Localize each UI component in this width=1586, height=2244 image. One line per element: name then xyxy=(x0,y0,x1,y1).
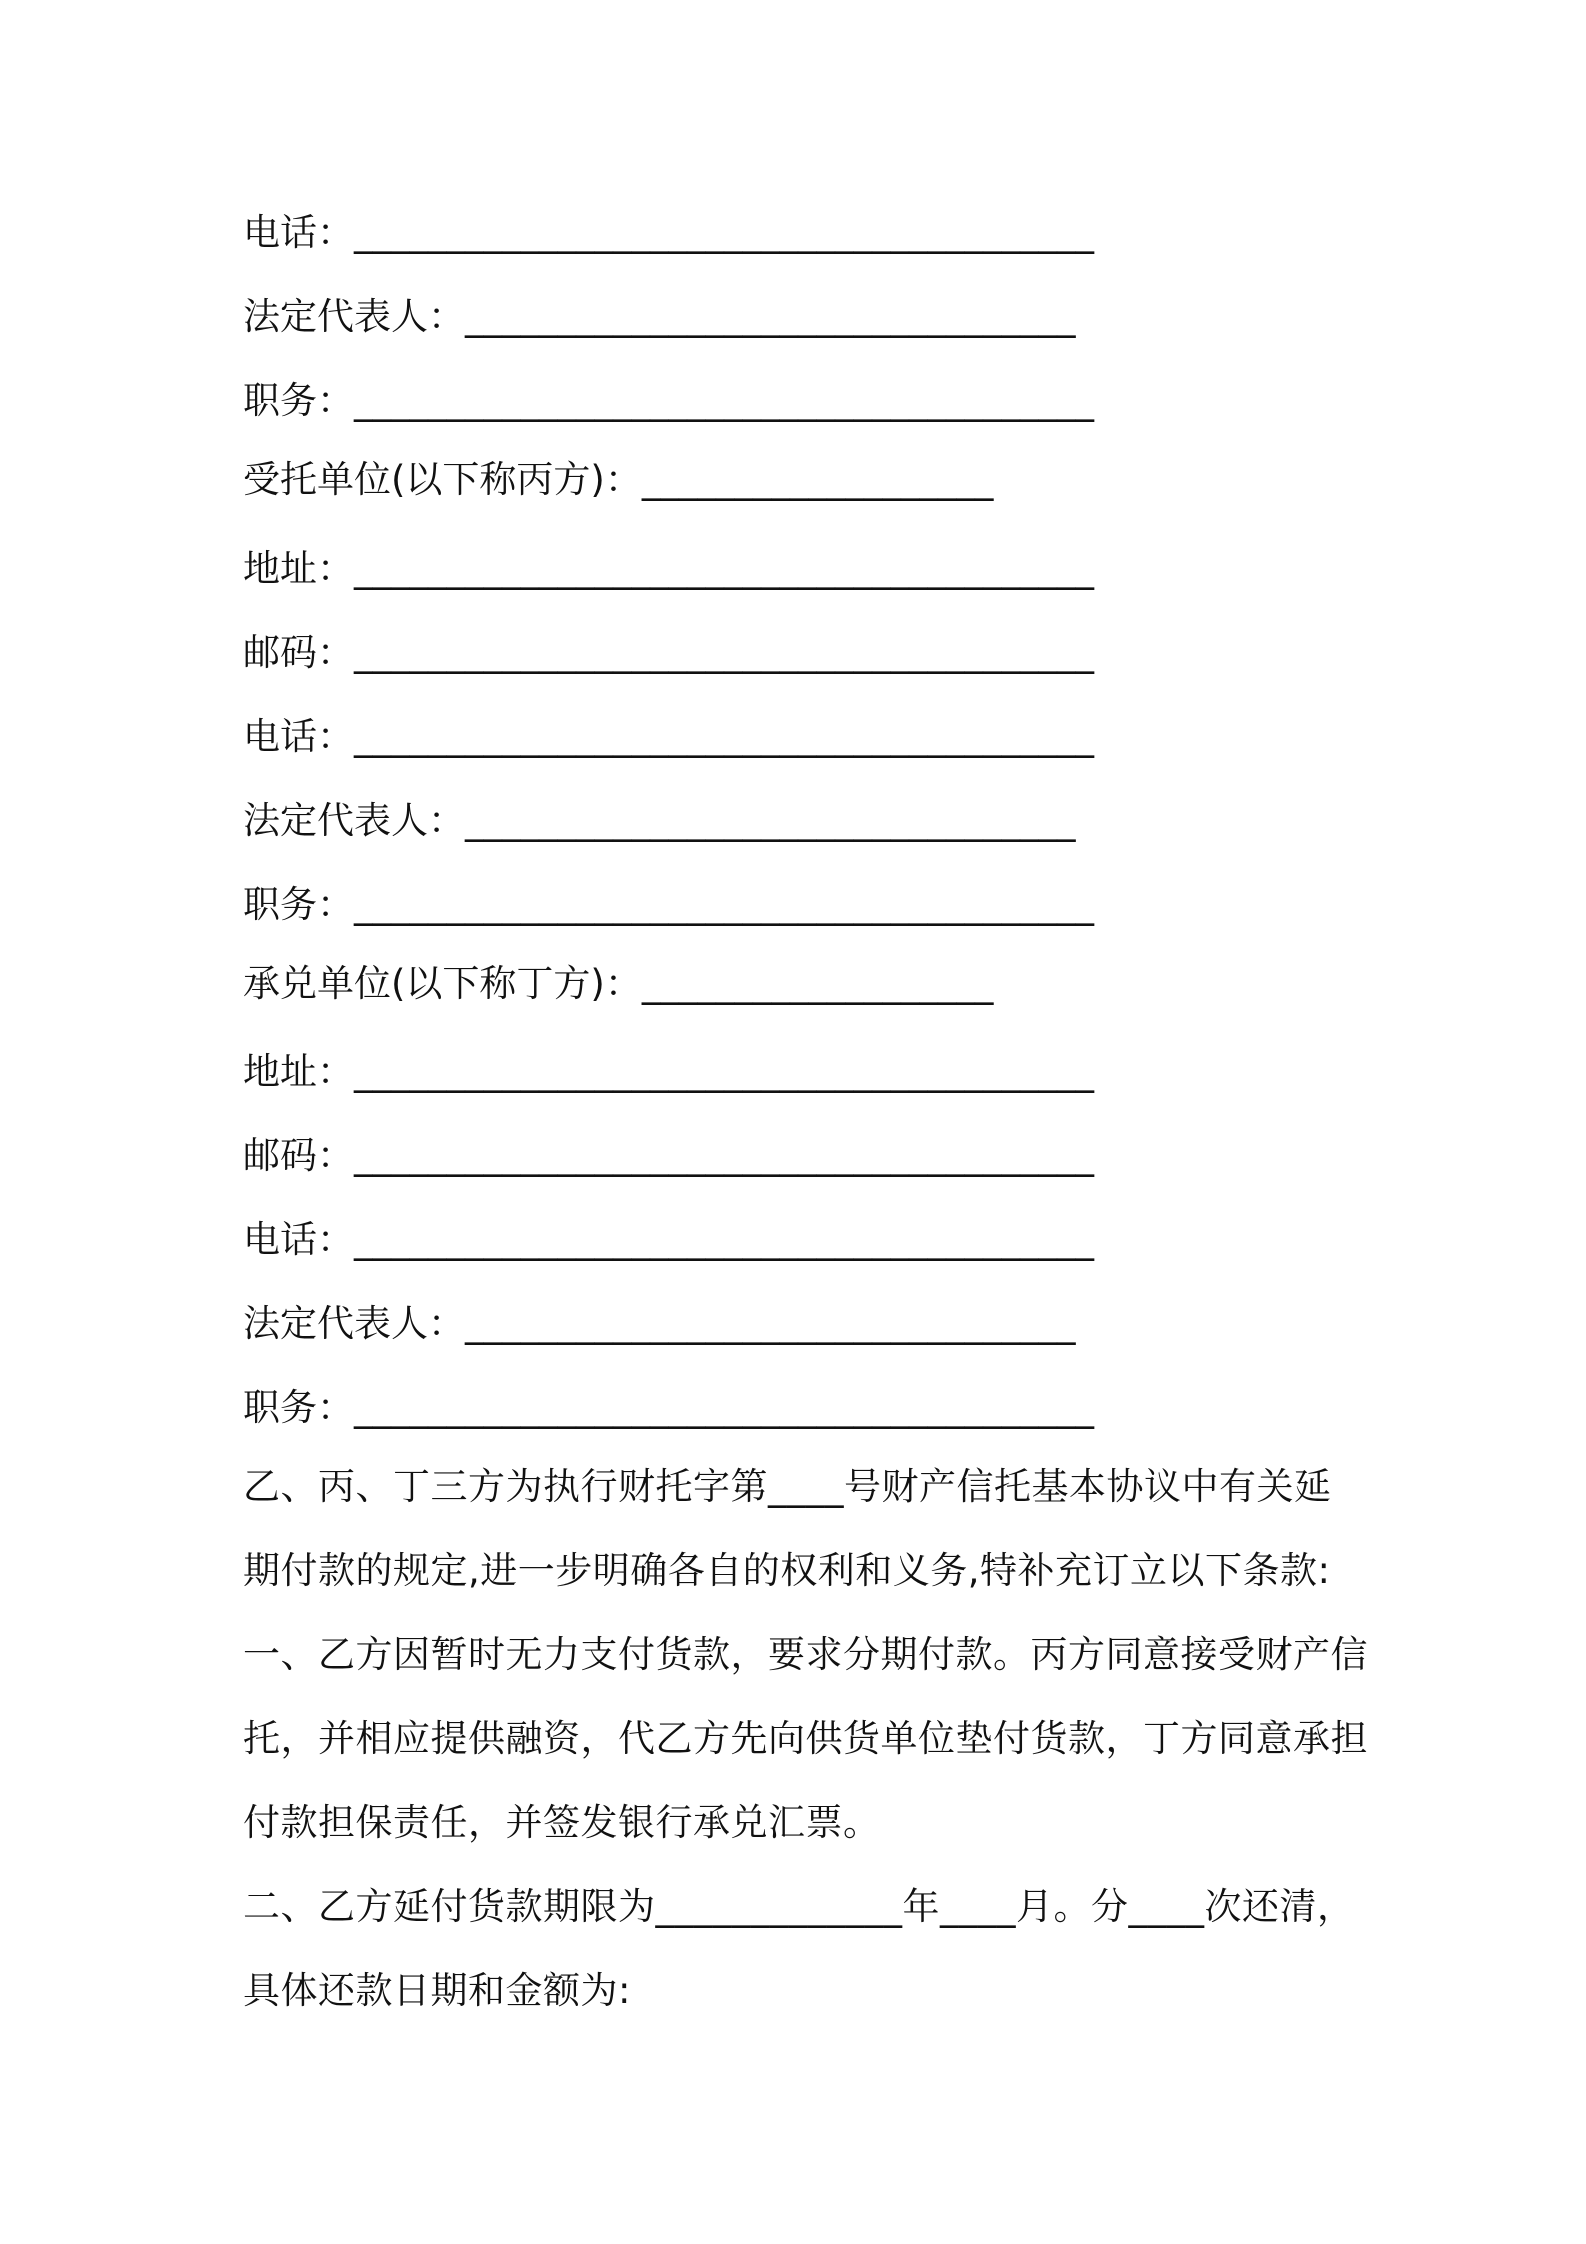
position-field-3: 职务：________________________________________ xyxy=(243,1386,1094,1429)
position-field-1: 职务：________________________________________ xyxy=(243,379,1094,422)
body-line-1: 乙、丙、丁三方为执行财托字第____号财产信托基本协议中有关延 xyxy=(243,1465,1332,1508)
phone-field-3: 电话：________________________________________ xyxy=(243,1218,1094,1261)
postcode-field-3: 邮码：________________________________________ xyxy=(243,1134,1094,1177)
body-line-5: 付款担保责任，并签发银行承兑汇票。 xyxy=(243,1801,881,1844)
legal-rep-field-1: 法定代表人：_________________________________ xyxy=(243,295,1076,338)
body-line-3: 一、乙方因暂时无力支付货款，要求分期付款。丙方同意接受财产信 xyxy=(243,1633,1368,1676)
postcode-field-2: 邮码：________________________________________ xyxy=(243,631,1094,674)
legal-rep-field-2: 法定代表人：_________________________________ xyxy=(243,799,1076,842)
address-field-2: 地址：________________________________________ xyxy=(243,547,1094,590)
acceptor-unit-field: 承兑单位(以下称丁方)：___________________ xyxy=(243,962,994,1005)
address-field-3: 地址：________________________________________ xyxy=(243,1050,1094,1093)
body-line-6: 二、乙方延付货款期限为_____________年____月。分____次还清， xyxy=(243,1885,1355,1928)
trustee-unit-field: 受托单位(以下称丙方)：___________________ xyxy=(243,458,994,501)
phone-field-1: 电话：________________________________________ xyxy=(243,211,1094,254)
body-line-2: 期付款的规定,进一步明确各自的权利和义务,特补充订立以下条款: xyxy=(243,1549,1331,1592)
body-line-7: 具体还款日期和金额为: xyxy=(243,1969,631,2012)
legal-rep-field-3: 法定代表人：_________________________________ xyxy=(243,1302,1076,1345)
phone-field-2: 电话：________________________________________ xyxy=(243,715,1094,758)
position-field-2: 职务：________________________________________ xyxy=(243,883,1094,926)
body-line-4: 托，并相应提供融资，代乙方先向供货单位垫付货款，丁方同意承担 xyxy=(243,1717,1368,1760)
